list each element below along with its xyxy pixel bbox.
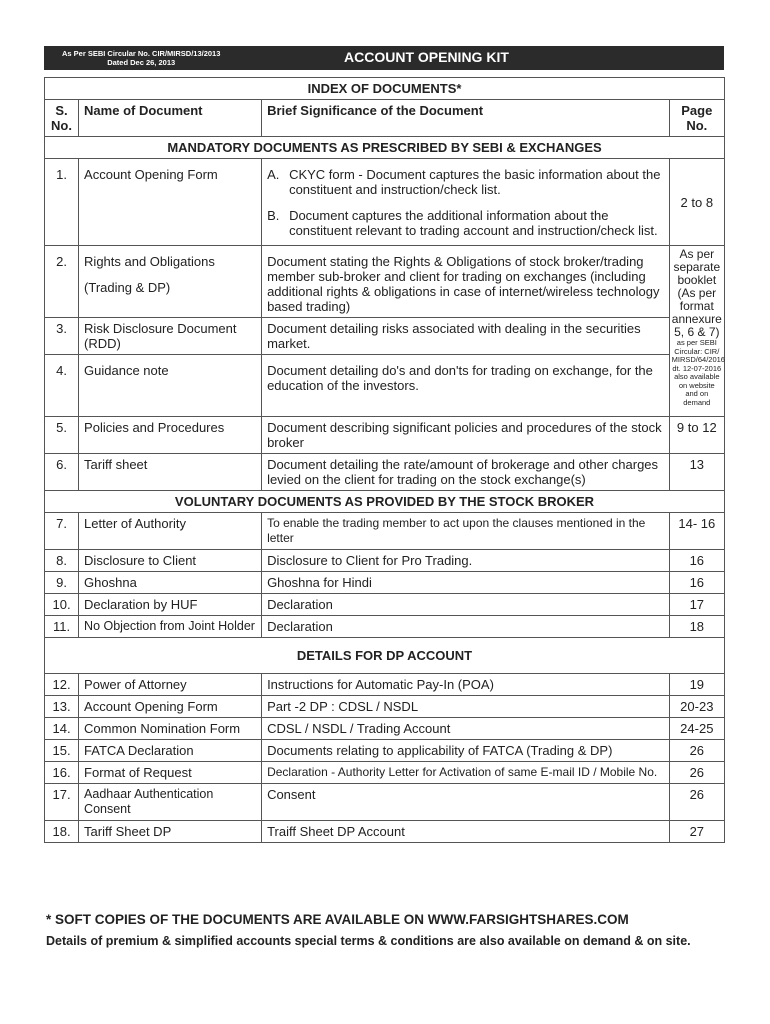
row-name-line1: Rights and Obligations bbox=[84, 254, 215, 269]
row-sno: 5. bbox=[45, 417, 79, 454]
table-row bbox=[45, 513, 725, 550]
table-row bbox=[45, 572, 725, 594]
row-name: Common Nomination Form bbox=[79, 718, 262, 740]
row-page: 2 to 8 bbox=[669, 159, 724, 246]
premium-accounts-note: Details of premium & simplified accounts special terms & conditions are also available on demand & on site. bbox=[46, 934, 691, 948]
kit-title: ACCOUNT OPENING KIT bbox=[344, 49, 509, 65]
row-page-merged bbox=[669, 246, 724, 417]
merged-page-note: as per SEBI Circular: CIR/ MIRSD/64/2016 dt. 12-07-2016 also available on website and on demand bbox=[671, 338, 725, 407]
row-sno: 3. bbox=[45, 318, 79, 355]
row-name: Account Opening Form bbox=[79, 696, 262, 718]
row-sno: 7. bbox=[45, 513, 79, 550]
row-sno: 1. bbox=[45, 159, 79, 246]
index-title: INDEX OF DOCUMENTS* bbox=[45, 78, 725, 100]
circular-reference bbox=[62, 49, 220, 67]
row-name: Format of Request bbox=[79, 762, 262, 784]
col-sno-header: S. No. bbox=[45, 100, 79, 137]
row-page: 18 bbox=[669, 616, 724, 638]
row-description: Declaration - Authority Letter for Activation of same E-mail ID / Mobile No. bbox=[262, 762, 670, 784]
row-description: Documents relating to applicability of FATCA (Trading & DP) bbox=[262, 740, 670, 762]
row-page: 9 to 12 bbox=[669, 417, 724, 454]
row-name: No Objection from Joint Holder bbox=[79, 616, 262, 638]
row-page: 24-25 bbox=[669, 718, 724, 740]
row-description: Declaration bbox=[262, 594, 670, 616]
row-sno: 6. bbox=[45, 454, 79, 491]
row-page: 14- 16 bbox=[669, 513, 724, 550]
row-description: To enable the trading member to act upon the clauses mentioned in the letter bbox=[262, 513, 670, 550]
sub-label-a: A. bbox=[267, 167, 280, 182]
table-row bbox=[45, 550, 725, 572]
row-name: Aadhaar Authentication Consent bbox=[79, 784, 262, 821]
row-name-line2: (Trading & DP) bbox=[84, 280, 171, 295]
header-bar bbox=[44, 46, 724, 70]
row-description bbox=[262, 159, 670, 246]
row-name: Power of Attorney bbox=[79, 674, 262, 696]
row-sno: 2. bbox=[45, 246, 79, 318]
row-sno: 4. bbox=[45, 355, 79, 417]
index-table bbox=[44, 77, 725, 843]
dp-heading: DETAILS FOR DP ACCOUNT bbox=[45, 638, 725, 674]
row-page: 20-23 bbox=[669, 696, 724, 718]
row-page: 26 bbox=[669, 740, 724, 762]
table-row bbox=[45, 718, 725, 740]
row-description: Document detailing the rate/amount of brokerage and other charges levied on the client for trading on the stock exchange(s) bbox=[262, 454, 670, 491]
row-sno: 8. bbox=[45, 550, 79, 572]
row-description: Document stating the Rights & Obligations of stock broker/trading member sub-broker and client for trading on exchanges (including additional rights & obligations in case of internet/wireless technology based trading) bbox=[262, 246, 670, 318]
row-page: 13 bbox=[669, 454, 724, 491]
row-sno: 14. bbox=[45, 718, 79, 740]
row-name: Letter of Authority bbox=[79, 513, 262, 550]
row-description: Disclosure to Client for Pro Trading. bbox=[262, 550, 670, 572]
row-name: Tariff Sheet DP bbox=[79, 821, 262, 843]
soft-copies-note: * SOFT COPIES OF THE DOCUMENTS ARE AVAILABLE ON WWW.FARSIGHTSHARES.COM bbox=[46, 912, 629, 927]
row-sno: 15. bbox=[45, 740, 79, 762]
row-sno: 12. bbox=[45, 674, 79, 696]
table-row bbox=[45, 674, 725, 696]
row-description: Ghoshna for Hindi bbox=[262, 572, 670, 594]
table-row bbox=[45, 355, 725, 417]
row-page: 26 bbox=[669, 762, 724, 784]
row-sno: 9. bbox=[45, 572, 79, 594]
row-name: Disclosure to Client bbox=[79, 550, 262, 572]
table-row bbox=[45, 246, 725, 318]
sub-text-a: CKYC form - Document captures the basic information about the constituent and instruction/check list. bbox=[289, 167, 661, 197]
row-name bbox=[79, 246, 262, 318]
table-row bbox=[45, 616, 725, 638]
row-description: Document detailing do's and don'ts for trading on exchange, for the education of the investors. bbox=[262, 355, 670, 417]
col-page-header: Page No. bbox=[669, 100, 724, 137]
table-row bbox=[45, 318, 725, 355]
circular-line-2: Dated Dec 26, 2013 bbox=[107, 58, 176, 67]
row-description: Document detailing risks associated with dealing in the securities market. bbox=[262, 318, 670, 355]
row-sno: 18. bbox=[45, 821, 79, 843]
row-description: CDSL / NSDL / Trading Account bbox=[262, 718, 670, 740]
row-name: Risk Disclosure Document (RDD) bbox=[79, 318, 262, 355]
sub-label-b: B. bbox=[267, 208, 280, 223]
row-description: Part -2 DP : CDSL / NSDL bbox=[262, 696, 670, 718]
table-row bbox=[45, 159, 725, 246]
row-sno: 13. bbox=[45, 696, 79, 718]
row-name: Ghoshna bbox=[79, 572, 262, 594]
row-name: Tariff sheet bbox=[79, 454, 262, 491]
table-row bbox=[45, 762, 725, 784]
row-page: 16 bbox=[669, 550, 724, 572]
row-page: 26 bbox=[669, 784, 724, 821]
merged-page-main: As per separate booklet (As per format annexure 5, 6 & 7) bbox=[671, 247, 722, 339]
row-name: Policies and Procedures bbox=[79, 417, 262, 454]
row-page: 27 bbox=[669, 821, 724, 843]
row-page: 16 bbox=[669, 572, 724, 594]
row-description: Instructions for Automatic Pay-In (POA) bbox=[262, 674, 670, 696]
sub-text-b: Document captures the additional information about the constituent relevant to trading account and instruction/check list. bbox=[289, 208, 658, 238]
voluntary-heading: VOLUNTARY DOCUMENTS AS PROVIDED BY THE STOCK BROKER bbox=[45, 491, 725, 513]
row-description: Traiff Sheet DP Account bbox=[262, 821, 670, 843]
table-row bbox=[45, 821, 725, 843]
row-description: Document describing significant policies and procedures of the stock broker bbox=[262, 417, 670, 454]
row-description: Consent bbox=[262, 784, 670, 821]
mandatory-heading: MANDATORY DOCUMENTS AS PRESCRIBED BY SEBI & EXCHANGES bbox=[45, 137, 725, 159]
row-name: Guidance note bbox=[79, 355, 262, 417]
col-name-header: Name of Document bbox=[79, 100, 262, 137]
row-sno: 10. bbox=[45, 594, 79, 616]
row-sno: 16. bbox=[45, 762, 79, 784]
row-sno: 17. bbox=[45, 784, 79, 821]
table-row bbox=[45, 417, 725, 454]
col-significance-header: Brief Significance of the Document bbox=[262, 100, 670, 137]
table-row bbox=[45, 594, 725, 616]
row-name: Declaration by HUF bbox=[79, 594, 262, 616]
row-name: Account Opening Form bbox=[79, 159, 262, 246]
table-row bbox=[45, 784, 725, 821]
table-row bbox=[45, 696, 725, 718]
table-row bbox=[45, 454, 725, 491]
row-page: 19 bbox=[669, 674, 724, 696]
circular-line-1: As Per SEBI Circular No. CIR/MIRSD/13/2013 bbox=[62, 49, 221, 58]
row-page: 17 bbox=[669, 594, 724, 616]
row-name: FATCA Declaration bbox=[79, 740, 262, 762]
table-row bbox=[45, 740, 725, 762]
row-description: Declaration bbox=[262, 616, 670, 638]
row-sno: 11. bbox=[45, 616, 79, 638]
